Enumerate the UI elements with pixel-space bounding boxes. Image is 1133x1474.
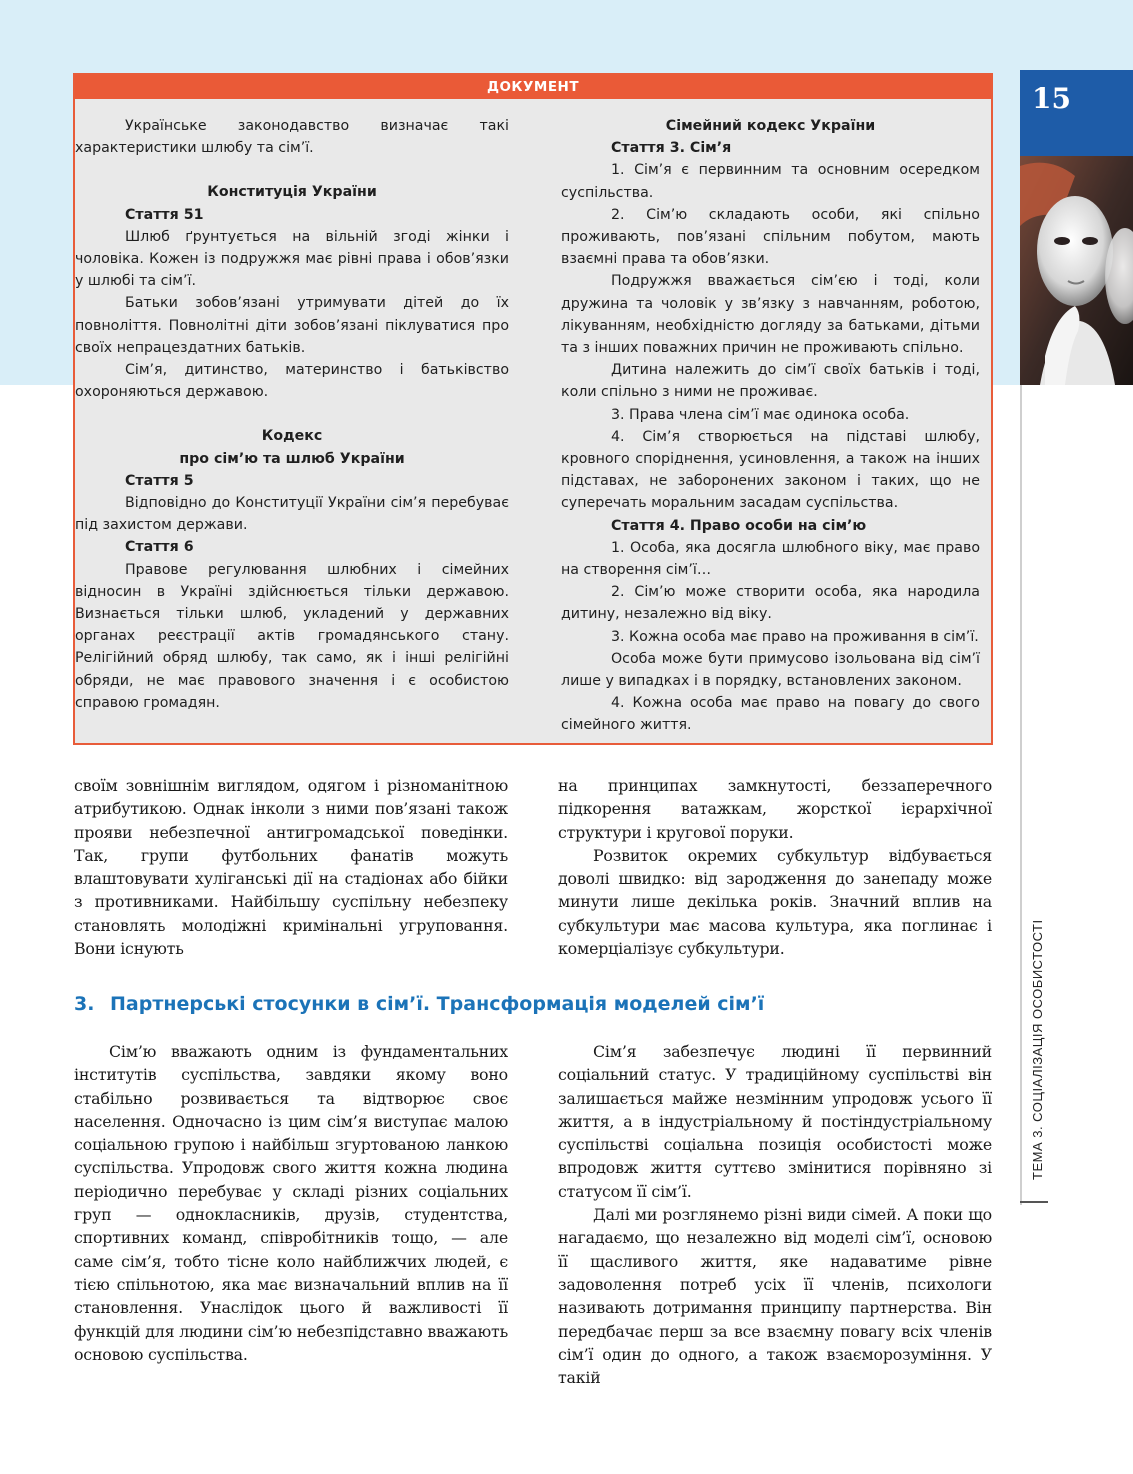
document-header: ДОКУМЕНТ bbox=[75, 75, 991, 99]
marriage-code-article5-text: Відповідно до Конституції України сім’я перебуває під захистом держави. bbox=[75, 495, 509, 534]
topic-side-label: ТЕМА 3. СОЦІАЛІЗАЦІЯ ОСОБИСТОСТІ bbox=[1030, 919, 1045, 1180]
family-code-title: Сімейний кодекс України bbox=[665, 118, 876, 134]
body-left-top bbox=[74, 774, 508, 960]
masks-photo bbox=[1020, 156, 1133, 385]
marriage-code-title-line2: про сім’ю та шлюб України bbox=[179, 450, 405, 467]
constitution-title: Конституція України bbox=[207, 184, 377, 201]
family-code-paragraph: 4. Сім’я створюється на підставі шлюбу, кровного споріднення, усиновлення, а також на інших підставах, не заборонених законом і таких, що не суперечать моральним засадам суспільства. bbox=[561, 428, 980, 512]
family-code-paragraph: 1. Особа, яка досягла шлюбного віку, має право на створення сім’ї… bbox=[561, 539, 980, 579]
family-code-paragraph: Дитина належить до сім’ї своїх батьків і тоді, коли спільно з ними не проживає. bbox=[561, 362, 980, 401]
family-code-paragraph: Подружжя вважається сім’єю і тоді, коли дружина та чоловік у зв’язку з навчанням, роботою, лікуванням, необхідністю догляду за батьками, дітьми та з інших поважних причин не проживають спільно. bbox=[561, 273, 980, 357]
marriage-code-title-line1: Кодекс bbox=[261, 428, 323, 445]
document-left-column bbox=[75, 115, 509, 714]
body-paragraph: Сім’я забезпечує людині її первинний соціальний статус. У традиційному суспільстві він залишається майже незмінним упродовж усього її життя, а в індустріальному й постіндустріальному суспільстві соціальна позиція особистості може впродовж життя суттєво змінитися порівняно зі статусом її сім’ї. bbox=[558, 1042, 992, 1201]
page-number-box bbox=[1020, 70, 1133, 156]
constitution-article: Стаття 51 bbox=[125, 206, 204, 223]
page-number: 15 bbox=[1032, 82, 1071, 115]
side-rule bbox=[1020, 385, 1022, 1205]
body-paragraph: на принципах замкнутості, беззаперечного підкорення ватажкам, жорсткої ієрархічної структури і кругової поруки. bbox=[558, 776, 992, 842]
document-right-column bbox=[561, 115, 980, 737]
family-code-article3: Стаття 3. Сім’я bbox=[611, 140, 732, 157]
body-right-bottom bbox=[558, 1040, 992, 1389]
family-code-paragraph: 4. Кожна особа має право на повагу до свого сімейного життя. bbox=[561, 695, 980, 734]
constitution-paragraph: Батьки зобов’язані утримувати дітей до їх повноліття. Повнолітні діти зобов’язані піклуватися про своїх непрацездатних батьків. bbox=[75, 295, 509, 356]
body-paragraph: Розвиток окремих субкультур відбувається доволі швидко: від зародження до занепаду може минути лише декілька років. Значний вплив на субкультури має масова культура, яка поглинає і комерціалізує субкультури. bbox=[558, 845, 992, 959]
constitution-paragraph: Шлюб ґрунтується на вільній згоді жінки і чоловіка. Кожен із подружжя має рівні права і обов’язки у шлюбі та сім’ї. bbox=[75, 228, 509, 290]
family-code-paragraph: 2. Сім’ю складають особи, які спільно проживають, пов’язані спільним побутом, мають взаємні права та обов’язки. bbox=[561, 206, 980, 268]
family-code-paragraph: 2. Сім’ю може створити особа, яка народила дитину, незалежно від віку. bbox=[561, 584, 980, 623]
marriage-code-article5: Стаття 5 bbox=[125, 472, 194, 489]
family-code-paragraph: 3. Кожна особа має право на проживання в сім’ї. bbox=[611, 628, 979, 645]
family-code-paragraph: 3. Права члена сім’ї має одинока особа. bbox=[611, 406, 910, 423]
body-left-bottom bbox=[74, 1040, 508, 1366]
body-paragraph: своїм зовнішнім виглядом, одягом і різноманітною атрибутикою. Однак інколи з ними пов’язані також прояви небезпечної антигромадської поведінки. Так, групи футбольних фанатів можуть влаштовувати хуліганські дії на стадіонах або бійки з противниками. Найбільшу суспільну небезпеку становлять молодіжні кримінальні угруповання. Вони існують bbox=[74, 776, 508, 959]
marriage-code-article6-text: Правове регулювання шлюбних і сімейних відносин в Україні здійснюється тільки державою. Визнається тільки шлюб, укладений у державних органах реєстрації актів громадянського стану. Релігійний обряд шлюбу, так само, як і інші релігійні обряди, не має правового значення і є особистою справою громадян. bbox=[75, 561, 509, 711]
section-number: 3. bbox=[74, 993, 95, 1015]
family-code-article4: Стаття 4. Право особи на сім’ю bbox=[611, 517, 867, 534]
section-heading bbox=[74, 993, 1014, 1015]
body-right-top bbox=[558, 774, 992, 960]
document-intro: Українське законодавство визначає такі характеристики шлюбу та сім’ї. bbox=[75, 118, 509, 157]
marriage-code-article6: Стаття 6 bbox=[125, 539, 194, 556]
body-paragraph: Сім’ю вважають одним із фундаментальних інститутів суспільства, завдяки якому воно стабільно розвивається та відтворює своє населення. Одночасно із цим сім’я виступає малою соціальною групою і найбільш згуртованою ланкою суспільства. Упродовж свого життя кожна людина періодично перебуває у складі різних соціальних груп — однокласників, друзів, студентства, спортивних команд, співробітників тощо, — але саме сім’я, тобто тісне коло найближчих людей, є тією спільнотою, яка має визначальний вплив на її становлення. Унаслідок цього й важливості її функцій для людини сім’ю небезпідставно вважають основою суспільства. bbox=[74, 1042, 508, 1364]
section-title: Партнерські стосунки в сім’ї. Трансформація моделей сім’ї bbox=[110, 993, 765, 1015]
constitution-paragraph: Сім’я, дитинство, материнство і батьківство охороняються державою. bbox=[75, 362, 509, 401]
family-code-paragraph: 1. Сім’я є первинним та основним осередком суспільства. bbox=[561, 162, 980, 201]
family-code-paragraph: Особа може бути примусово ізольована від сім’ї лише у випадках і в порядку, встановлених законом. bbox=[561, 650, 980, 690]
document-box bbox=[73, 73, 993, 745]
side-tick bbox=[1020, 1201, 1048, 1203]
body-paragraph: Далі ми розглянемо різні види сімей. А поки що нагадаємо, що незалежно від моделі сім’ї, основою її щасливого життя, яке надаватиме рівне задоволення потреб усіх її членів, психологи називають дотримання принципу партнерства. Він передбачає перш за все взаємну повагу всіх членів сім’ї один до одного, а також взаєморозуміння. У такій bbox=[558, 1205, 992, 1388]
